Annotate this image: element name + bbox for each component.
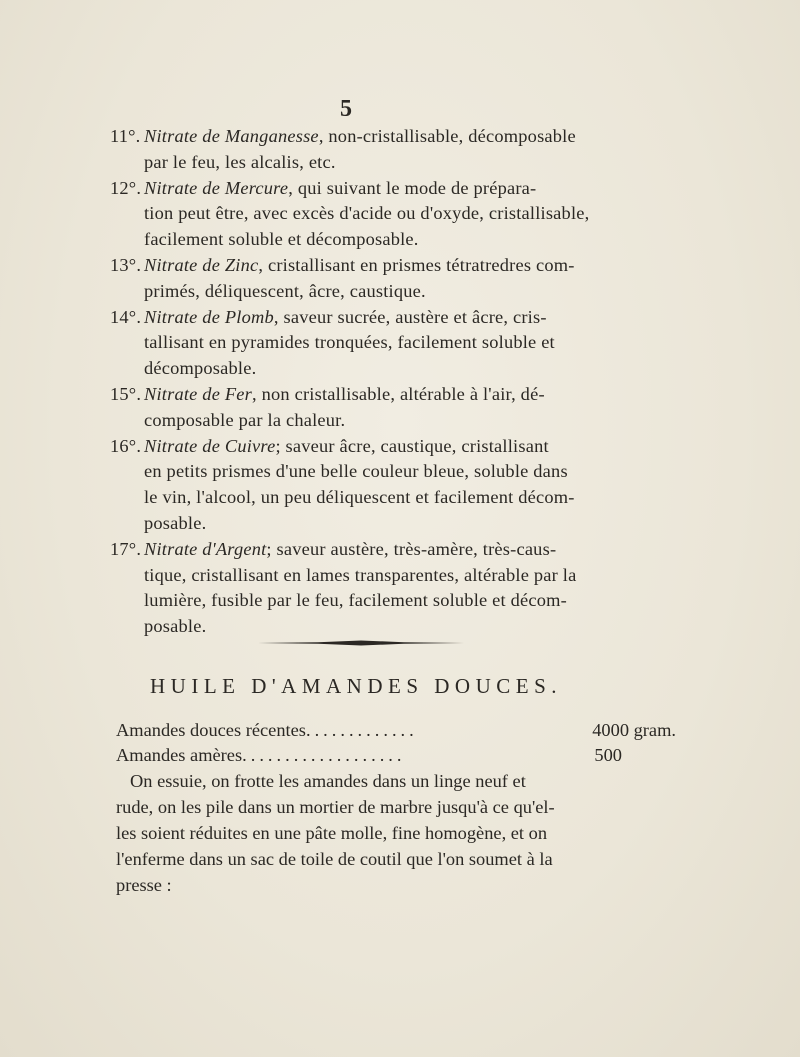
paragraph-line: presse :	[116, 875, 172, 895]
entry-text: posable.	[144, 512, 207, 533]
list-item	[110, 537, 640, 640]
entry-text: tallisant en pyramides tronquées, facilement soluble et	[144, 332, 555, 353]
entry-text: ; saveur âcre, caustique, cristallisant	[275, 435, 549, 456]
paragraph-line: l'enferme dans un sac de toile de coutil que l'on soumet à la	[116, 849, 553, 869]
entry-number: 13°.	[110, 254, 142, 275]
entry-name: Nitrate de Fer	[144, 383, 253, 404]
entry-text: , non cristallisable, altérable à l'air, dé-	[252, 383, 545, 404]
entry-number: 17°.	[110, 538, 142, 559]
list-item	[110, 124, 640, 176]
entry-text: en petits prismes d'une belle couleur bleue, soluble dans	[144, 461, 568, 482]
entry-name: Nitrate de Mercure	[144, 177, 289, 198]
list-item	[110, 176, 640, 253]
ingredient-name: Amandes amères.	[116, 745, 247, 765]
entry-text: par le feu, les alcalis, etc.	[144, 151, 336, 172]
ornamental-rule	[258, 640, 464, 646]
entry-number: 14°.	[110, 306, 142, 327]
entry-number: 12°.	[110, 177, 142, 198]
ingredient-list	[116, 718, 676, 768]
entry-text: , cristallisant en prismes tétratredres com-	[258, 254, 575, 275]
ingredient-quantity: 4000 gram.	[592, 720, 676, 740]
procedure-paragraph	[116, 768, 640, 898]
entry-text: lumière, fusible par le feu, facilement soluble et décom-	[144, 590, 567, 611]
entry-text: tion peut être, avec excès d'acide ou d'oxyde, cristallisable,	[144, 203, 590, 224]
leader-dots: ............	[314, 720, 418, 740]
list-item	[110, 382, 640, 434]
list-item	[110, 305, 640, 382]
entry-text: , qui suivant le mode de prépara-	[288, 177, 537, 198]
entry-text: ; saveur austère, très-amère, très-caus-	[266, 538, 557, 559]
page-number: 5	[340, 96, 352, 122]
ingredient-name: Amandes douces récentes.	[116, 720, 311, 740]
entry-name: Nitrate d'Argent	[144, 538, 267, 559]
ingredient-row	[116, 743, 676, 768]
entry-name: Nitrate de Manganesse	[144, 126, 319, 146]
section-title: HUILE D'AMANDES DOUCES.	[150, 674, 563, 698]
paragraph-line: rude, on les pile dans un mortier de marbre jusqu'à ce qu'el-	[116, 797, 555, 817]
entry-text: primés, déliquescent, âcre, caustique.	[144, 280, 426, 301]
entry-text: composable par la chaleur.	[144, 409, 346, 430]
ingredient-quantity: 500	[594, 745, 622, 765]
entry-name: Nitrate de Zinc	[144, 254, 259, 275]
paragraph-line: On essuie, on frotte les amandes dans un linge neuf et	[130, 771, 526, 791]
entry-text: , saveur sucrée, austère et âcre, cris-	[273, 306, 547, 327]
entry-text: tique, cristallisant en lames transparentes, altérable par la	[144, 564, 577, 585]
paragraph-line: les soient réduites en une pâte molle, fine homogène, et on	[116, 823, 548, 843]
entry-text: , non-cristallisable, décomposable	[318, 126, 576, 146]
list-item	[110, 253, 640, 305]
entry-text: décomposable.	[144, 358, 257, 379]
list-item	[110, 434, 640, 537]
entry-name: Nitrate de Cuivre	[144, 435, 276, 456]
entry-number: 16°.	[110, 435, 142, 456]
entry-name: Nitrate de Plomb	[144, 306, 274, 327]
entry-number: 15°.	[110, 383, 142, 404]
leader-dots: ..................	[250, 745, 406, 765]
nitrate-list	[110, 124, 640, 640]
entry-text: le vin, l'alcool, un peu déliquescent et facilement décom-	[144, 487, 575, 508]
ingredient-row	[116, 718, 676, 743]
entry-number: 11°.	[110, 126, 141, 146]
entry-text: posable.	[144, 616, 207, 637]
entry-text: facilement soluble et décomposable.	[144, 229, 419, 250]
